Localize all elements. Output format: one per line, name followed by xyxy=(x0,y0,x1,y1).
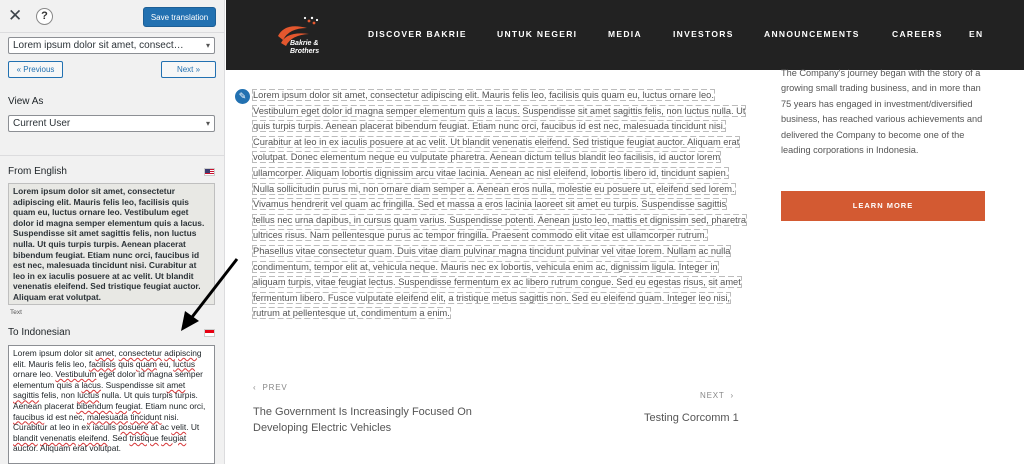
divider xyxy=(0,155,224,156)
misspelled-word: eleifend xyxy=(78,432,108,443)
translation-text: . Sed xyxy=(107,432,130,443)
nav-untuk-negeri[interactable]: UNTUK NEGERI xyxy=(497,29,578,39)
string-select[interactable] xyxy=(8,37,215,54)
misspelled-word: adipiscing xyxy=(164,348,202,358)
misspelled-word: bibendum xyxy=(76,400,114,411)
company-summary: The Company's journey began with the story of a growing small trading business, and in more than 75 years has engaged in investment/diversified business, has reached various achievements and delivered the Company to become one of the leading corporations in Indonesia. xyxy=(781,68,983,156)
from-language-label: From English xyxy=(8,166,67,177)
article-text: Lorem ipsum dolor sit amet, consectetur adipiscing elit. Mauris felis leo, facilisis quis quam eu, luctus ornare leo. Vestibulum eget dolor id magna semper elementum quis a lacus. Suspendisse sit amet sagittis felis, non luctus nulla. Ut quis turpis turpis. Aenean placerat bibendum feugiat. Etiam nunc orci, faucibus id est nec, malesuada tincidunt nisi. Curabitur at leo in ex iaculis posuere at ac velit. Ut blandit venenatis eleifend. Sed tristique feugiat auctor. Aliquam erat volutpat. Donec elementum neque eu vulputate pharetra. Aenean dictum tellus blandit leo facilisis, id auctor lorem ullamcorper. Aliquam lobortis dignissim arcu vitae lacinia. Aenean ac nisl eleifend, lobortis libero id, tincidunt sapien. Nulla sollicitudin purus mi, non ornare diam semper a. Aenean eros nulla, molestie eu posuere ut, eleifend sed lorem. Vivamus hendrerit vel quam ac fringilla. Sed et massa a eros lacinia laoreet sit amet eu turpis. Suspendisse sagittis tellus nec urna dapibus, in cursus quam varius. Suspendisse potenti. Aenean justo leo, mattis et dignissim sed, pharetra ultrices risus. Nam pellentesque purus ac tempor fringilla. Praesent commodo elit vitae est ullamcorper rutrum. Phasellus vitae consectetur quam. Duis vitae diam pulvinar magna tincidunt pulvinar vel vitae lorem. Nullam ac nulla condimentum, tempor elit at, vehicula neque. Mauris nec ex lobortis, vehicula enim ac, dignissim ligula. Integer in aliquam turpis, vitae feugiat lectus. Suspendisse fermentum ex ac libero rutrum congue. Sed eu egestas risus, sit amet fermentum libero. Fusce vulputate eleifend elit, a tristique metus sagittis non. Sed eu eleifend quam. Integer leo nisi, rutrum at pellentesque ut, condimentum a enim. xyxy=(253,90,747,319)
misspelled-word: amet xyxy=(95,348,115,358)
prev-label-text: PREV xyxy=(262,383,288,392)
prev-post-label[interactable]: ‹ PREV xyxy=(253,383,288,392)
nav-announcements[interactable]: ANNOUNCEMENTS xyxy=(764,29,860,39)
misspelled-word: malesuada xyxy=(87,411,129,422)
translation-text: felis, non xyxy=(39,390,78,401)
translation-text: eu, xyxy=(156,358,174,369)
misspelled-word: Vestibulum xyxy=(55,369,97,380)
translation-sidebar xyxy=(0,0,225,464)
site-header xyxy=(226,0,1024,70)
misspelled-word: velit xyxy=(171,422,187,433)
translation-text: nisi. Curabitur at leo in ex iaculis xyxy=(13,411,179,433)
article-body[interactable] xyxy=(253,88,748,322)
translation-text: nulla. Ut quis turpis turpis. Aenean placerat xyxy=(13,390,198,411)
logo-text-line-1: Bakrie & xyxy=(290,40,319,47)
logo-text-line-2: Brothers xyxy=(290,48,320,55)
misspelled-word: feugiat xyxy=(115,400,141,411)
chevron-down-icon: ▾ xyxy=(205,119,210,128)
translation-text: quis xyxy=(115,358,136,369)
misspelled-word: lacus xyxy=(81,379,101,390)
nav-careers[interactable]: CAREERS xyxy=(892,29,943,39)
misspelled-word: tincidunt xyxy=(130,411,162,422)
close-icon[interactable]: ✕ xyxy=(8,6,23,26)
misspelled-word: luctus xyxy=(77,390,100,401)
translation-textarea[interactable] xyxy=(8,345,215,464)
translation-text: id est nec, xyxy=(44,411,88,422)
translation-text: ornare leo. xyxy=(13,369,56,380)
misspelled-word: facilisis xyxy=(88,358,116,369)
misspelled-word: luctus xyxy=(173,358,196,369)
translation-text: , xyxy=(114,348,119,358)
translation-text: eget dolor id magna semper elementum quis a xyxy=(13,369,203,390)
translation-text: Lorem ipsum dolor sit xyxy=(13,348,96,358)
misspelled-word: amet xyxy=(166,379,186,390)
nav-discover-bakrie[interactable]: DISCOVER BAKRIE xyxy=(368,29,467,39)
translation-text: at ac xyxy=(148,422,172,433)
us-flag-icon xyxy=(204,168,215,176)
previous-button[interactable]: « Previous xyxy=(8,61,63,78)
next-button[interactable]: Next » xyxy=(161,61,216,78)
learn-more-button[interactable]: LEARN MORE xyxy=(781,191,985,221)
translation-text: elit. Mauris felis leo, xyxy=(13,358,89,369)
misspelled-word: consectetur xyxy=(118,348,162,358)
view-as-value: Current User xyxy=(13,118,71,129)
string-select-value: Lorem ipsum dolor sit amet, consect… xyxy=(13,40,184,51)
misspelled-word: venenatis xyxy=(40,432,76,443)
translation-text: auctor. Aliquam erat volutpat. xyxy=(13,443,122,454)
to-language-label: To Indonesian xyxy=(8,327,71,338)
edit-pencil-icon[interactable]: ✎ xyxy=(235,89,250,104)
prev-post-title[interactable]: The Government Is Increasingly Focused On Developing Electric Vehicles xyxy=(253,406,472,434)
translation-text: . Etiam nunc orci, xyxy=(140,400,206,411)
misspelled-word: posuere xyxy=(118,422,149,433)
logo-text xyxy=(290,40,319,56)
view-as-label: View As xyxy=(8,96,44,107)
misspelled-word: quam xyxy=(135,358,157,369)
help-icon[interactable]: ? xyxy=(36,8,53,25)
misspelled-word: blandit xyxy=(13,432,38,443)
translation-text: . Ut xyxy=(186,422,200,433)
next-post-title[interactable]: Testing Corcomm 1 xyxy=(644,412,739,424)
view-as-select[interactable] xyxy=(8,115,215,132)
translation-text: . Suspendisse sit xyxy=(101,379,167,390)
original-text-box: Lorem ipsum dolor sit amet, consectetur adipiscing elit. Mauris felis leo, facilisis quis quam eu, luctus ornare leo. Vestibulum eget dolor id magna semper elementum quis a lacus. Suspendisse sit amet sagittis felis, non luctus nulla. Ut quis turpis turpis. Aenean placerat bibendum feugiat. Etiam nunc orci, faucibus id est nec, malesuada tincidunt nisi. Curabitur at leo in ex iaculis posuere at ac velit. Ut blandit venenatis eleifend. Sed tristique feugiat auctor. Aliquam erat volutpat. xyxy=(8,183,215,305)
nav-investors[interactable]: INVESTORS xyxy=(673,29,734,39)
misspelled-word: feugiat xyxy=(161,432,187,443)
misspelled-word: tristique xyxy=(129,432,159,443)
nav-language-en[interactable]: EN xyxy=(969,29,984,39)
misspelled-word: sagittis xyxy=(13,390,40,401)
next-label-text: NEXT xyxy=(700,391,725,400)
misspelled-word: faucibus xyxy=(13,411,45,422)
sidebar-toolbar xyxy=(0,0,224,33)
save-translation-button[interactable]: Save translation xyxy=(143,7,216,27)
company-logo[interactable] xyxy=(275,14,331,58)
field-type-hint: Text xyxy=(10,309,22,316)
next-post-label[interactable]: NEXT › xyxy=(700,391,734,400)
annotation-arrow-icon xyxy=(175,255,245,335)
chevron-down-icon: ▾ xyxy=(205,41,210,50)
nav-media[interactable]: MEDIA xyxy=(608,29,642,39)
